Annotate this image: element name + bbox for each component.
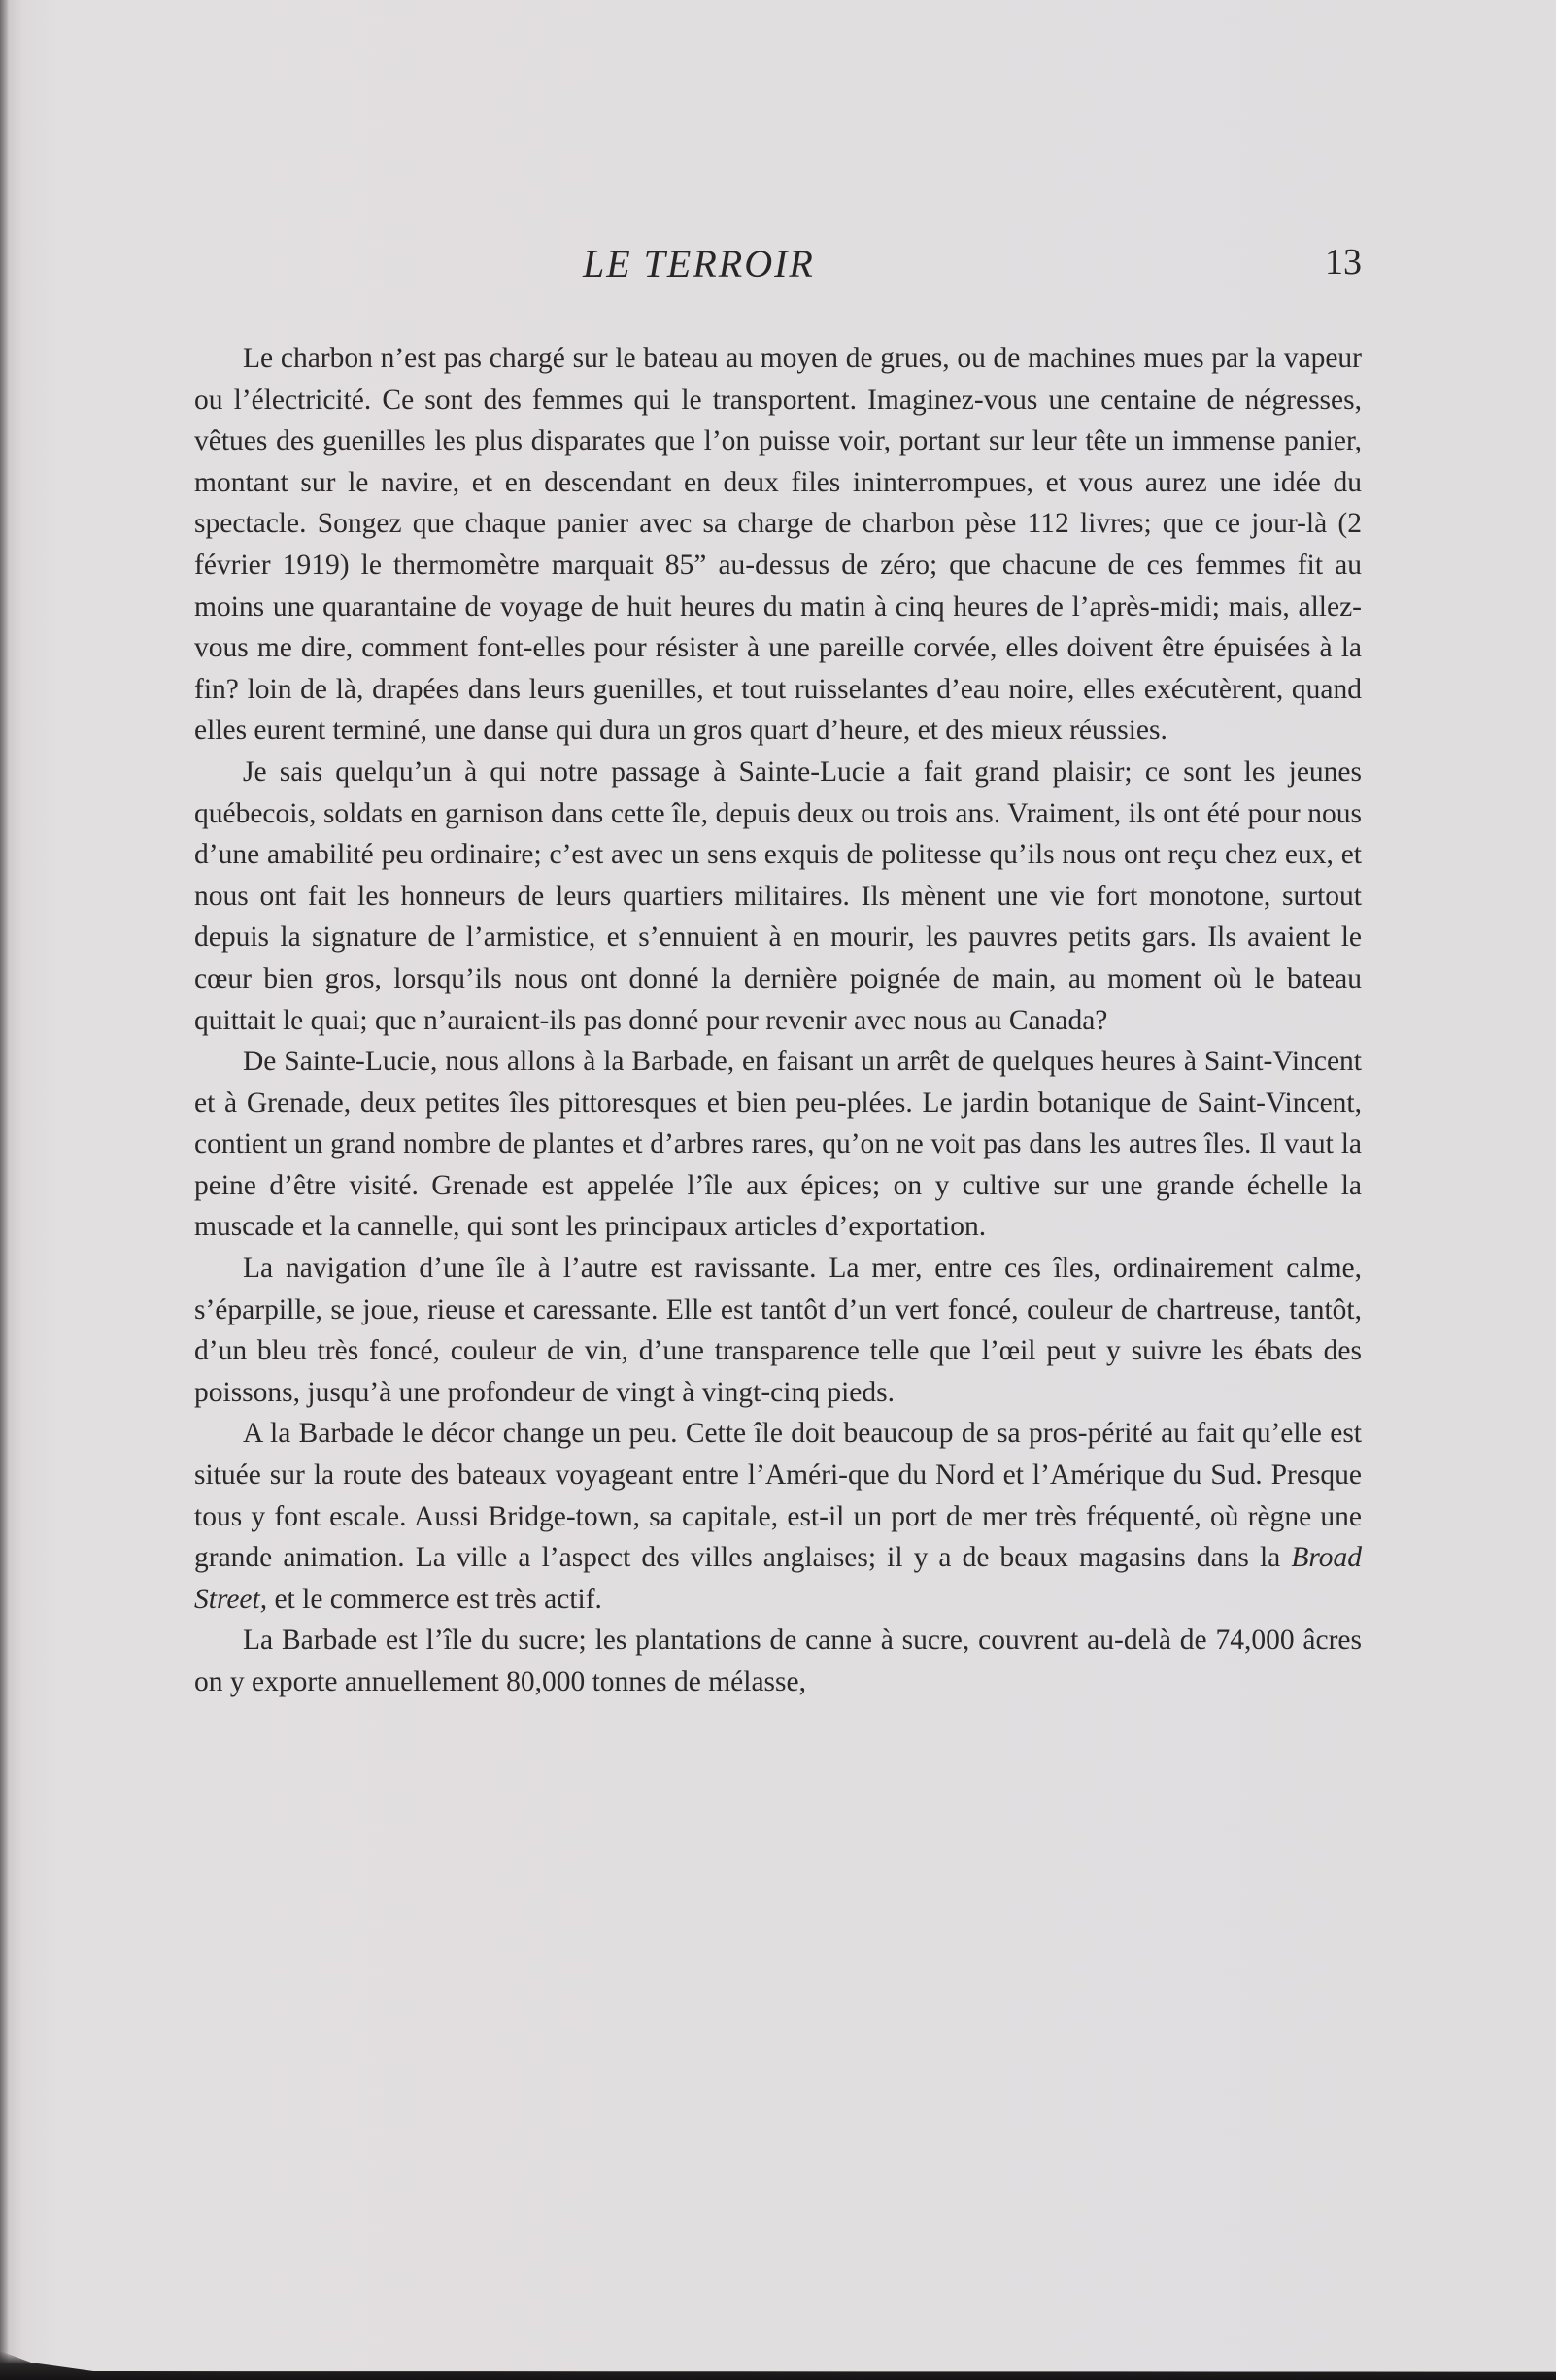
paragraph-barbade-decor-end: et le commerce est très actif. (274, 1583, 602, 1615)
page-number: 13 (1325, 242, 1362, 283)
paragraph-sainte-lucie: Je sais quelqu’un à qui notre passage à Sainte-Lucie a fait grand plaisir; ce sont les jeunes québecois, soldats en garnison dans cette île, depuis deux ou trois ans. Vraiment, ils ont été pour nous d’une amabilité peu ordinaire; c’est avec un sens exquis de politesse qu’ils nous ont reçu chez eux, et nous ont fait les honneurs de leurs quartiers militaires. Ils mènent une vie fort monotone, surtout depuis la signature de l’armistice, et s’ennuient à en mourir, les pauvres petits gars. Ils avaient le cœur bien gros, lorsqu’ils nous ont donné la dernière poignée de main, au moment où le bateau quittait le quai; que n’auraient-ils pas donné pour revenir avec nous au Canada? (194, 755, 1362, 1036)
paragraph-barbade-decor-text: A la Barbade le décor change un peu. Cette île doit beaucoup de sa pros-périté au fait qu’elle est située sur la route des bateaux voyageant entre l’Améri-que du Nord et l’Amérique du Sud. Presque tous y font escale. Aussi Bridge-town, sa capitale, est-il un port de mer très fréquenté, où règne une grande animation. La ville a l’aspect des villes anglaises; il y a de beaux magasins dans la (194, 1418, 1362, 1574)
broad-street-italic: Broad Street, (194, 1542, 1362, 1615)
paragraph-coal-loading: Le charbon n’est pas chargé sur le bateau au moyen de grues, ou de machines mues par la vapeur ou l’électricité. Ce sont des femmes qui le transportent. Imaginez-vous une centaine de négresses, vêtues des guenilles les plus disparates que l’on puisse voir, portant sur leur tête un immense panier, montant sur le navire, et en descendant en deux files ininterrompues, et vous aurez une idée du spectacle. Songez que chaque panier avec sa charge de charbon pèse 112 livres; que ce jour-là (2 février 1919) le thermomètre marquait 85” au-dessus de zéro; que chacune de ces femmes fit au moins une quarantaine de voyage de huit heures du matin à cinq heures de l’après-midi; mais, allez-vous me dire, comment font-elles pour résister à une pareille corvée, elles doivent être épuisées à la fin? loin de là, drapées dans leurs guenilles, et tout ruisselantes d’eau noire, elles exécutèrent, quand elles eurent terminé, une danse qui dura un gros quart d’heure, et des mieux réussies. (194, 343, 1362, 747)
paragraph-barbade-decor (194, 1413, 1362, 1620)
body-text (194, 338, 1362, 1703)
paragraph-sugar: La Barbade est l’île du sucre; les plantations de canne à sucre, couvrent au-delà de 74,000 âcres on y exporte annuellement 80,000 tonnes de mélasse, (194, 1625, 1362, 1697)
paragraph-barbade-route: De Sainte-Lucie, nous allons à la Barbade, en faisant un arrêt de quelques heures à Saint-Vincent et à Grenade, deux petites îles pittoresques et bien peu-plées. Le jardin botanique de Saint-Vincent, contient un grand nombre de plantes et d’arbres rares, qu’on ne voit pas dans les autres îles. Il vaut la peine d’être visité. Grenade est appelée l’île aux épices; on y cultive sur une grande échelle la muscade et la cannelle, qui sont les principaux articles d’exportation. (194, 1046, 1362, 1243)
running-title: LE TERROIR (583, 242, 815, 285)
page-shadow-edge (0, 2351, 1556, 2380)
paragraph-navigation: La navigation d’une île à l’autre est ravissante. La mer, entre ces îles, ordinairement calme, s’éparpille, se joue, rieuse et caressante. Elle est tantôt d’un vert foncé, couleur de chartreuse, tantôt, d’un bleu très foncé, couleur de vin, d’une transparence telle que l’œil peut y suivre les ébats des poissons, jusqu’à une profondeur de vingt à vingt-cinq pieds. (194, 1253, 1362, 1408)
page-header (194, 241, 1362, 289)
